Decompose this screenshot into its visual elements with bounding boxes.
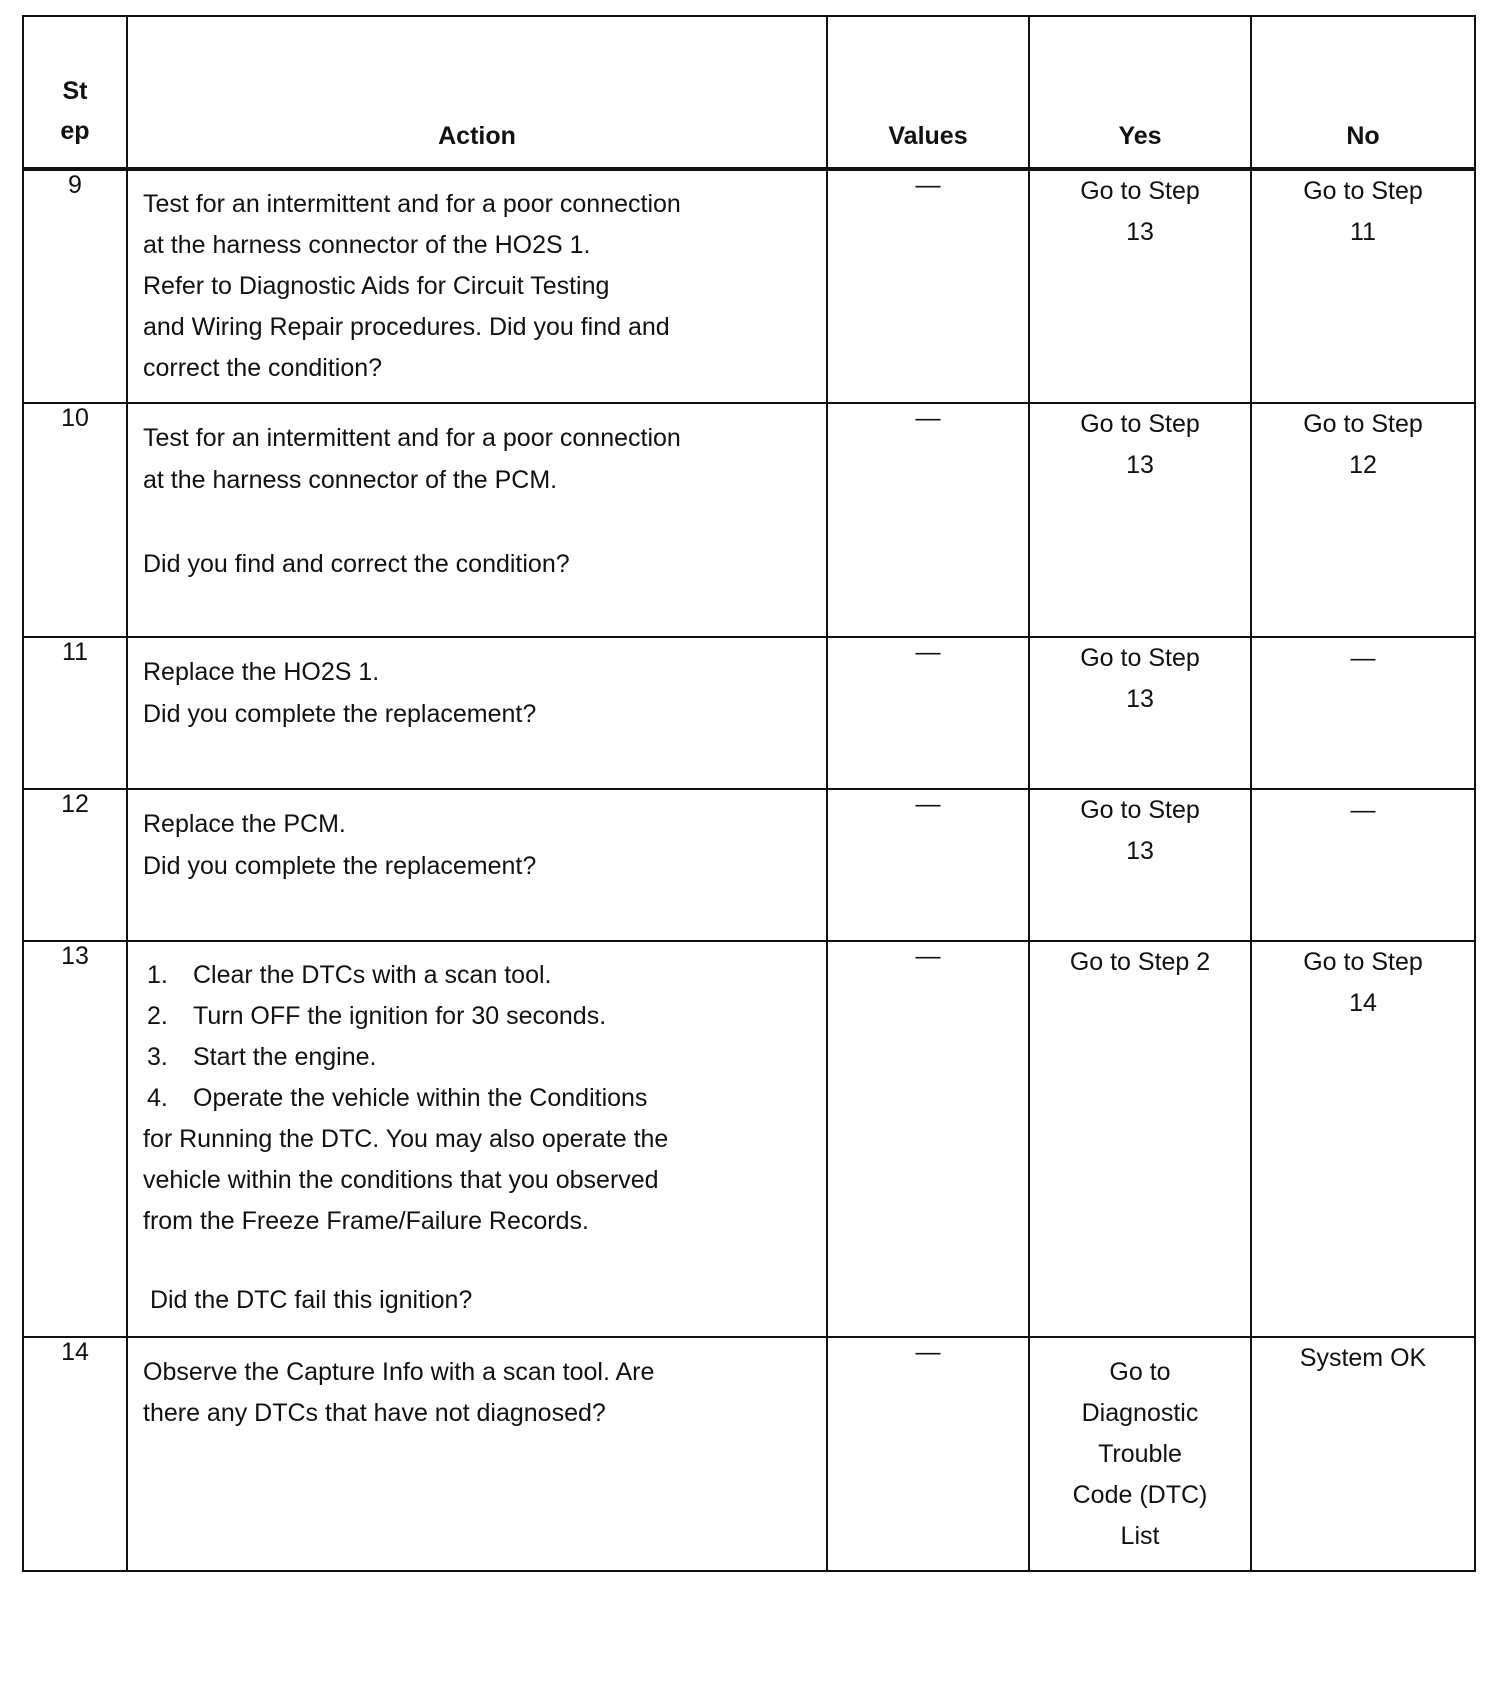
values-cell: — [827,637,1029,789]
step-number: 11 [23,637,127,789]
list-item [143,955,812,996]
list-text: Turn OFF the ignition for 30 seconds. [193,1002,607,1030]
action-line: Replace the PCM. [143,810,346,838]
action-line: at the harness connector of the PCM. [143,466,558,494]
table-row [23,637,1475,789]
list-item [143,1078,812,1119]
action-line: Did you find and correct the condition? [143,550,570,578]
table-row [23,403,1475,637]
action-line: Replace the HO2S 1. [143,658,380,686]
header-row [23,16,1475,169]
yes-line: Go to [1109,1358,1171,1386]
action-line: Did you complete the replacement? [143,700,537,728]
yes-line: Go to Step 2 [1069,948,1211,976]
action-line: correct the condition? [143,354,383,382]
yes-line: 13 [1126,451,1154,479]
yes-line: Trouble [1098,1440,1182,1468]
step-number: 10 [23,403,127,637]
action-cell [127,789,827,941]
no-cell [1251,1337,1475,1571]
header-action: Action [127,16,827,169]
action-line: Observe the Capture Info with a scan tool. Are [143,1358,655,1386]
no-cell [1251,941,1475,1337]
table-row [23,941,1475,1337]
table-row [23,1337,1475,1571]
yes-cell [1029,637,1251,789]
step-number: 12 [23,789,127,941]
action-cell [127,941,827,1337]
action-cell [127,169,827,403]
action-line: vehicle within the conditions that you observed [143,1166,659,1194]
step-number: 9 [23,169,127,403]
action-cell [127,637,827,789]
action-line: for Running the DTC. You may also operate the [143,1125,669,1153]
no-cell [1251,169,1475,403]
no-line: System OK [1299,1344,1427,1372]
header-no: No [1251,16,1475,169]
action-line: and Wiring Repair procedures. Did you find and [143,313,670,341]
yes-cell [1029,403,1251,637]
action-line: at the harness connector of the HO2S 1. [143,231,591,259]
list-number: 4. [147,1084,168,1112]
yes-line: Go to Step [1080,410,1200,438]
no-cell [1251,403,1475,637]
list-item [143,1037,812,1078]
list-text: Operate the vehicle within the Conditions [193,1084,648,1112]
action-cell [127,403,827,637]
action-line: Did you complete the replacement? [143,852,537,880]
list-item [143,996,812,1037]
values-cell: — [827,941,1029,1337]
no-line: 12 [1349,451,1377,479]
action-line: there any DTCs that have not diagnosed? [143,1399,606,1427]
yes-cell [1029,1337,1251,1571]
yes-line: Go to Step [1080,177,1200,205]
yes-cell [1029,789,1251,941]
yes-cell [1029,169,1251,403]
header-yes: Yes [1029,16,1251,169]
yes-line: Go to Step [1080,796,1200,824]
list-number: 1. [147,961,168,989]
no-line: 11 [1350,218,1376,246]
values-cell: — [827,789,1029,941]
list-text: Start the engine. [193,1043,377,1071]
yes-line: Code (DTC) [1072,1481,1208,1509]
diagnostic-table [22,15,1476,1572]
action-line: Refer to Diagnostic Aids for Circuit Testing [143,272,610,300]
header-step: St ep [23,16,127,169]
action-line: Test for an intermittent and for a poor connection [143,424,681,452]
no-cell [1251,789,1475,941]
header-values: Values [827,16,1029,169]
action-line: Test for an intermittent and for a poor connection [143,190,681,218]
values-cell: — [827,403,1029,637]
action-line: Did the DTC fail this ignition? [143,1286,473,1314]
list-text: Clear the DTCs with a scan tool. [193,961,552,989]
yes-line: List [1120,1522,1160,1550]
yes-line: 13 [1126,218,1154,246]
no-line: — [1350,796,1376,824]
yes-line: 13 [1126,837,1154,865]
table-row [23,789,1475,941]
no-line: — [1350,644,1376,672]
no-line: Go to Step [1303,948,1423,976]
yes-cell [1029,941,1251,1337]
table-row [23,169,1475,403]
values-cell: — [827,1337,1029,1571]
step-number: 14 [23,1337,127,1571]
list-number: 3. [147,1043,168,1071]
no-line: Go to Step [1303,410,1423,438]
no-line: Go to Step [1303,177,1423,205]
no-line: 14 [1349,989,1377,1017]
action-line: from the Freeze Frame/Failure Records. [143,1207,589,1235]
yes-line: Diagnostic [1081,1399,1199,1427]
step-number: 13 [23,941,127,1337]
list-number: 2. [147,1002,168,1030]
yes-line: Go to Step [1080,644,1200,672]
action-cell [127,1337,827,1571]
values-cell: — [827,169,1029,403]
no-cell [1251,637,1475,789]
yes-line: 13 [1126,685,1154,713]
